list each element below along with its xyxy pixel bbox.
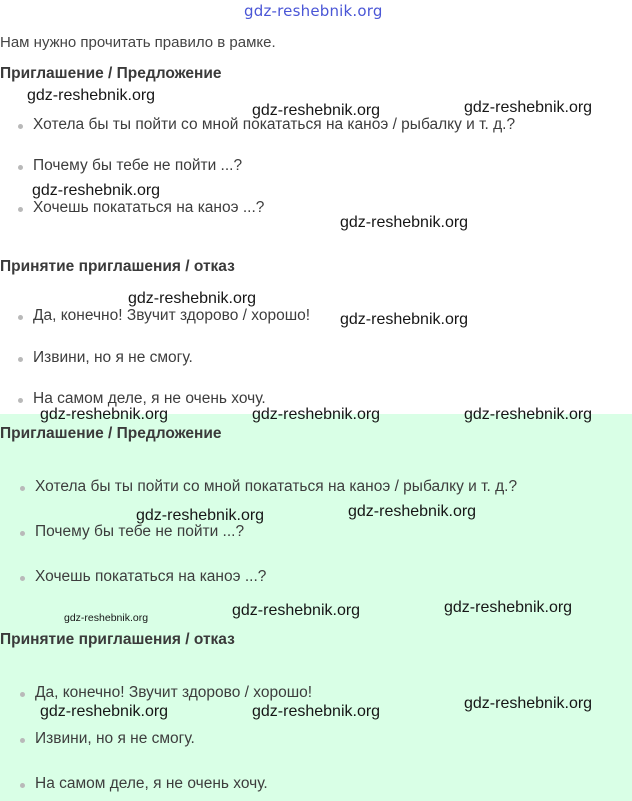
- watermark: gdz-reshebnik.org: [252, 703, 381, 720]
- watermark: gdz-reshebnik.org: [136, 507, 265, 524]
- list-item: На самом деле, я не очень хочу.: [35, 775, 268, 792]
- list-item: Извини, но я не смогу.: [35, 730, 195, 747]
- box-heading-invitation: Приглашение / Предложение: [0, 425, 222, 442]
- watermark: gdz-reshebnik.org: [464, 99, 593, 116]
- watermark: gdz-reshebnik.org: [464, 406, 593, 423]
- list-item: Хотела бы ты пойти со мной покататься на каноэ / рыбалку и т. д.?: [33, 116, 516, 133]
- list-item: Да, конечно! Звучит здорово / хорошо!: [35, 684, 313, 701]
- rule-box: [0, 414, 632, 801]
- intro-text: Нам нужно прочитать правило в рамке.: [0, 34, 276, 51]
- site-url-header: gdz-reshebnik.org: [244, 2, 383, 20]
- watermark: gdz-reshebnik.org: [40, 703, 169, 720]
- watermark: gdz-reshebnik.org: [128, 290, 257, 307]
- watermark: gdz-reshebnik.org: [64, 612, 149, 624]
- watermark: gdz-reshebnik.org: [27, 87, 156, 104]
- watermark: gdz-reshebnik.org: [444, 599, 573, 616]
- watermark: gdz-reshebnik.org: [252, 406, 381, 423]
- watermark: gdz-reshebnik.org: [340, 311, 469, 328]
- watermark: gdz-reshebnik.org: [340, 214, 469, 231]
- list-item: На самом деле, я не очень хочу.: [33, 390, 266, 407]
- watermark: gdz-reshebnik.org: [348, 503, 477, 520]
- watermark: gdz-reshebnik.org: [32, 182, 161, 199]
- watermark: gdz-reshebnik.org: [252, 102, 381, 119]
- list-item: Почему бы тебе не пойти ...?: [33, 157, 243, 174]
- list-item: Извини, но я не смогу.: [33, 349, 193, 366]
- list-item: Хочешь покататься на каноэ ...?: [33, 199, 265, 216]
- list-item: Почему бы тебе не пойти ...?: [35, 523, 245, 540]
- list-item: Да, конечно! Звучит здорово / хорошо!: [33, 307, 311, 324]
- watermark: gdz-reshebnik.org: [232, 602, 361, 619]
- watermark: gdz-reshebnik.org: [464, 695, 593, 712]
- section-heading-response: Принятие приглашения / отказ: [0, 258, 235, 275]
- list-item: Хотела бы ты пойти со мной покататься на каноэ / рыбалку и т. д.?: [35, 478, 518, 495]
- section-heading-invitation: Приглашение / Предложение: [0, 65, 222, 82]
- box-heading-response: Принятие приглашения / отказ: [0, 631, 235, 648]
- list-item: Хочешь покататься на каноэ ...?: [35, 568, 267, 585]
- watermark: gdz-reshebnik.org: [40, 406, 169, 423]
